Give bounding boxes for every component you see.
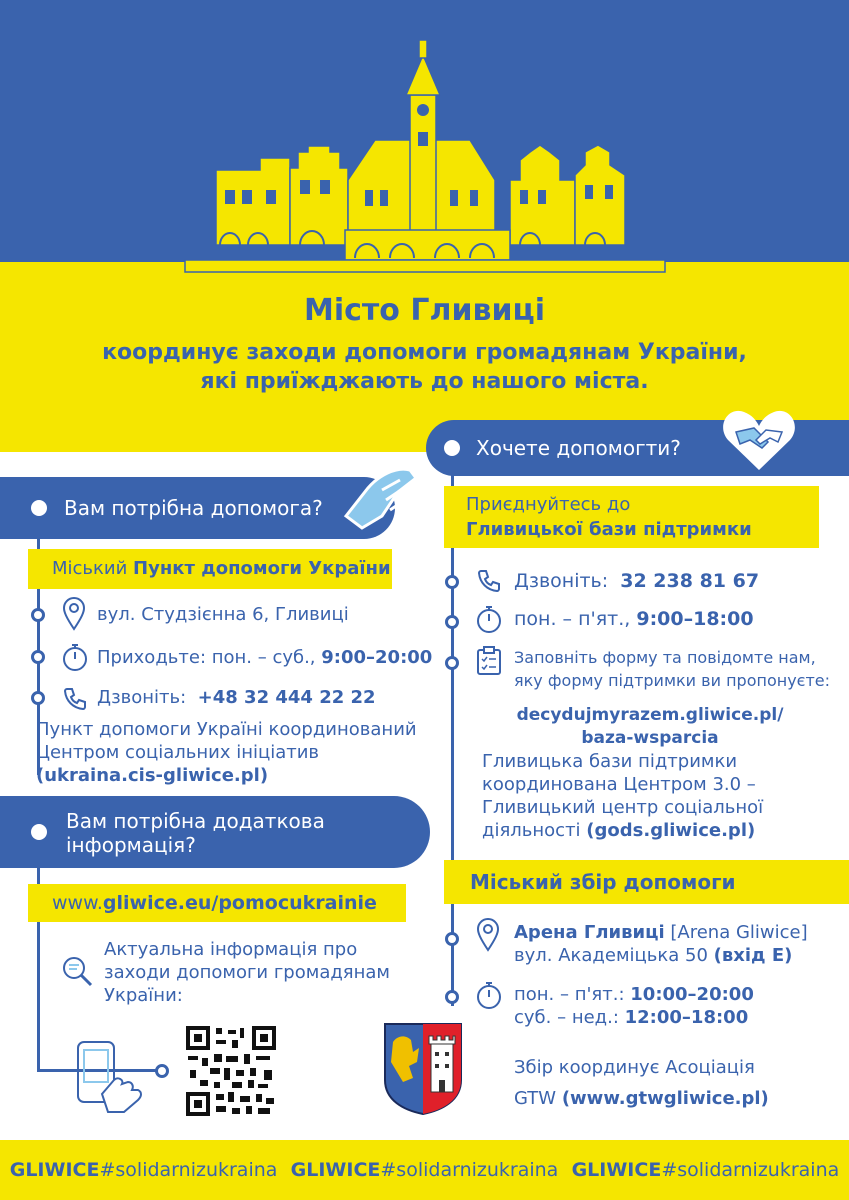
stopwatch-icon — [474, 980, 504, 1010]
help-point-phone — [97, 686, 376, 709]
help-point-coordination — [36, 718, 417, 787]
location-pin-icon — [62, 597, 86, 631]
arena-dot — [445, 932, 459, 946]
website-prefix[interactable]: www. — [52, 892, 103, 914]
join-line-1: Приєднуйтесь до — [466, 494, 631, 515]
footer-city-3: GLIWICE — [571, 1159, 662, 1181]
phone-dot — [31, 691, 45, 705]
right-phone-label: Дзвоніть: — [514, 570, 609, 592]
info-title — [66, 809, 325, 857]
weekday-label: пон. – п'ят.: — [514, 984, 631, 1005]
want-help-title: Хочете допомогти? — [476, 436, 681, 460]
form-link-line-2[interactable]: baza-wsparcia — [581, 728, 719, 748]
right-phone-value[interactable]: 32 238 81 67 — [620, 570, 760, 592]
actual-line-1: Актуальна інформація про — [104, 939, 358, 960]
info-dot — [31, 824, 47, 840]
weekend-value: 12:00–18:00 — [624, 1007, 749, 1028]
qr-dot — [155, 1064, 169, 1078]
want-help-dot — [444, 440, 460, 456]
collection-coord-line-1: Збір координує Асоціація — [514, 1057, 755, 1078]
need-help-title: Вам потрібна допомога? — [64, 496, 323, 520]
base-line-4-prefix: діяльності — [482, 820, 587, 841]
arena-hours — [514, 983, 754, 1029]
gtw-link[interactable]: (www.gtwgliwice.pl) — [561, 1088, 769, 1109]
form-link[interactable] — [440, 704, 849, 750]
help-point-address: вул. Студзієнна 6, Гливиці — [97, 604, 349, 625]
cis-link[interactable]: (ukraina.cis-gliwice.pl) — [36, 765, 269, 786]
arena-street: вул. Академіцька 50 — [514, 945, 714, 966]
support-hours — [514, 608, 754, 631]
base-line-3: Гливицький центр соціальної — [482, 797, 764, 818]
footer-tag-2: #solidarnizukraina — [380, 1159, 559, 1181]
collection-coord-prefix: GTW — [514, 1088, 562, 1109]
left-timeline-line-2 — [37, 840, 40, 1072]
hours-dot — [31, 650, 45, 664]
arena-hours-dot — [445, 990, 459, 1004]
help-point-hours — [97, 646, 432, 669]
phone-label: Дзвоніть: — [97, 687, 187, 708]
location-pin-icon — [476, 918, 500, 952]
footer-city-2: GLIWICE — [290, 1159, 381, 1181]
support-phone — [514, 570, 759, 593]
join-support-box — [444, 486, 819, 548]
info-title-line-1: Вам потрібна додаткова — [66, 809, 325, 833]
arena-address — [514, 921, 808, 967]
footer-city-1: GLIWICE — [9, 1159, 100, 1181]
coord-line-2: Центром соціальних ініціатив — [36, 742, 320, 763]
smartphone-tap-icon — [72, 1036, 152, 1116]
collection-coordination — [514, 1052, 769, 1114]
subtitle-line-2: які приїжджають до нашого міста. — [200, 369, 649, 394]
help-point-box — [28, 549, 392, 589]
heart-hands-icon — [722, 404, 796, 474]
page-subtitle — [0, 338, 849, 396]
form-line-2: яку форму підтримки ви пропонуєте: — [514, 671, 830, 690]
right-hours-value: 9:00–18:00 — [636, 608, 754, 630]
hours-value: 9:00–20:00 — [321, 647, 433, 668]
help-point-bold2: допомоги України — [201, 558, 391, 579]
qr-code[interactable] — [186, 1026, 276, 1116]
form-link-line-1[interactable]: decydujmyrazem.gliwice.pl/ — [516, 705, 784, 725]
actual-line-2: заходи допомоги громадянам — [104, 962, 390, 983]
search-document-icon — [60, 954, 94, 988]
right-phone-dot — [445, 575, 459, 589]
help-point-prefix: Міський — [52, 558, 134, 579]
join-line-2: Гливицької бази підтримки — [466, 519, 752, 540]
hours-label: Приходьте: пон. – суб., — [97, 647, 322, 668]
support-base-coordination — [482, 750, 763, 842]
footer-tag-1: #solidarnizukraina — [99, 1159, 278, 1181]
clipboard-form-icon — [476, 646, 502, 676]
subtitle-line-1: координує заходи допомоги громадянам України, — [102, 340, 747, 365]
stopwatch-icon — [474, 604, 504, 634]
base-line-2: координована Центром 3.0 – — [482, 774, 756, 795]
actual-line-3: України: — [104, 985, 183, 1006]
website-link[interactable]: gliwice.eu/pomocukrainie — [102, 892, 377, 914]
weekday-value: 10:00–20:00 — [630, 984, 754, 1005]
gods-link[interactable]: (gods.gliwice.pl) — [586, 820, 756, 841]
form-line-1: Заповніть форму та повідомте нам, — [514, 648, 816, 667]
form-dot — [445, 656, 459, 670]
coord-line-1: Пункт допомоги Україні координований — [36, 719, 417, 740]
need-help-dot — [31, 500, 47, 516]
arena-name-pl: [Arena Gliwice] — [664, 922, 808, 943]
page-title: Місто Гливиці — [304, 293, 545, 328]
help-point-bold1: Пункт — [133, 558, 202, 579]
arena-name: Арена Гливиці — [514, 922, 665, 943]
address-dot — [31, 608, 45, 622]
helping-hand-icon — [338, 458, 422, 536]
phone-icon — [62, 686, 88, 712]
stopwatch-icon — [60, 642, 90, 672]
phone-icon — [476, 568, 502, 594]
actual-info-text — [104, 938, 390, 1007]
phone-value[interactable]: +48 32 444 22 22 — [197, 687, 376, 708]
gliwice-coat-of-arms — [383, 1022, 463, 1116]
right-hours-label: пон. – п'ят., — [514, 608, 637, 630]
weekend-label: суб. – нед.: — [514, 1007, 625, 1028]
footer-tag-3: #solidarnizukraina — [661, 1159, 840, 1181]
info-title-line-2: інформація? — [66, 833, 196, 857]
footer-hashtags — [0, 1140, 849, 1200]
form-instructions — [514, 646, 830, 692]
arena-entry: (вхід E) — [713, 945, 793, 966]
collection-title-box: Міський збір допомоги — [444, 860, 849, 904]
right-hours-dot — [445, 615, 459, 629]
city-skyline-illustration — [180, 40, 670, 275]
website-box — [28, 884, 406, 922]
base-line-1: Гливицька бази підтримки — [482, 751, 738, 772]
